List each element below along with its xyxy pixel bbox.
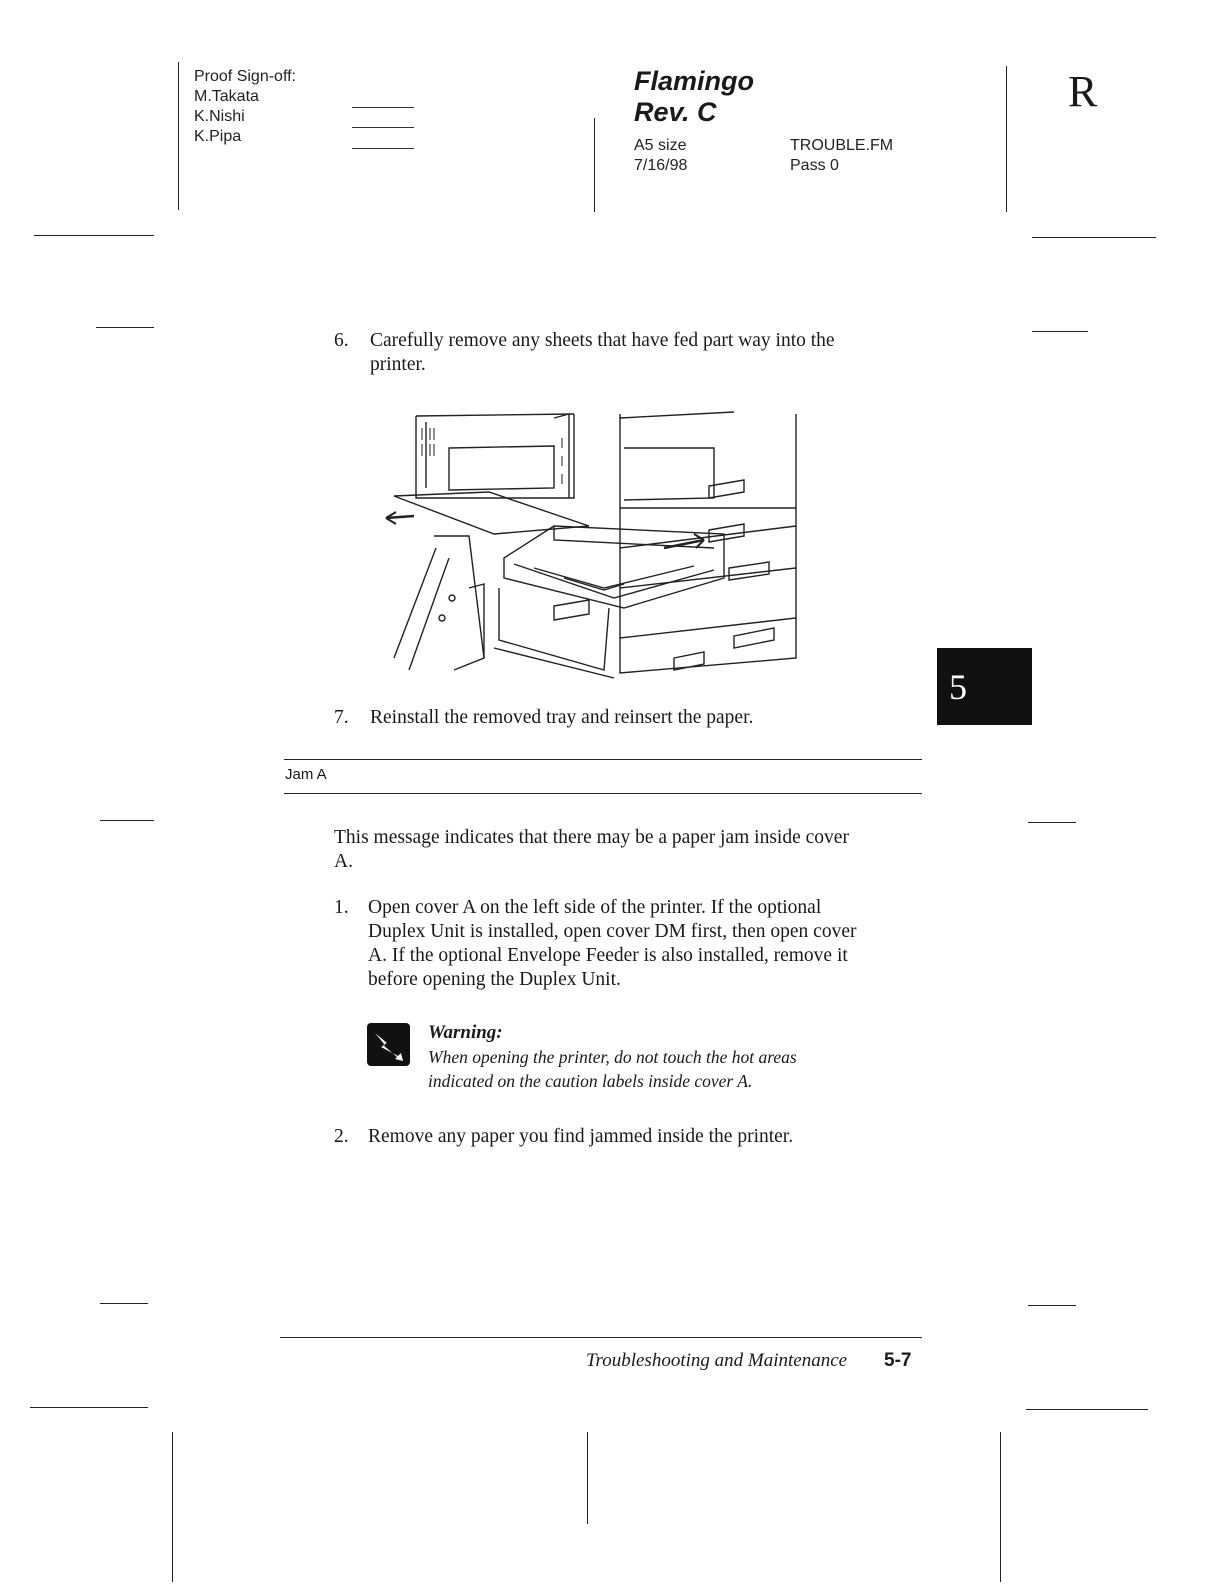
crop-mark-left-4 <box>100 1303 148 1304</box>
footer-title: Troubleshooting and Maintenance <box>586 1350 848 1371</box>
crop-mark-right-5 <box>1026 1409 1148 1410</box>
section-rule-bottom <box>284 793 922 794</box>
title-revision: Rev. C <box>634 97 717 127</box>
step-1-line-4: before opening the Duplex Unit. <box>368 969 621 990</box>
section-rule-top <box>284 759 922 760</box>
footer-rule <box>280 1337 922 1338</box>
step-1-line-1: Open cover A on the left side of the printer. If the optional <box>368 897 822 918</box>
step-1 <box>334 896 934 992</box>
signature-line-1 <box>352 107 414 108</box>
step-1-number: 1. <box>334 897 349 918</box>
printer-illustration <box>374 408 834 680</box>
step-6 <box>334 329 934 377</box>
crop-mark-top-center-vertical <box>594 118 595 212</box>
intro-line-2: A. <box>334 851 353 872</box>
step-2 <box>334 1125 934 1149</box>
meta-date: 7/16/98 <box>634 157 688 174</box>
proof-name-3: K.Pipa <box>194 128 242 145</box>
crop-mark-right-1 <box>1032 237 1156 238</box>
crop-mark-right-4 <box>1028 1305 1076 1306</box>
crop-mark-bottom-left-vertical <box>172 1432 173 1582</box>
proof-name-1: M.Takata <box>194 88 259 105</box>
step-1-line-2: Duplex Unit is installed, open cover DM first, then open cover <box>368 921 857 942</box>
meta-right <box>790 136 893 176</box>
meta-left <box>634 136 687 176</box>
crop-mark-left-2 <box>96 327 154 328</box>
intro-paragraph <box>334 826 934 874</box>
crop-mark-top-left-vertical <box>178 62 179 210</box>
proof-signoff <box>194 67 296 147</box>
step-7-text: Reinstall the removed tray and reinsert the paper. <box>370 707 754 728</box>
step-6-text-line-2: printer. <box>370 354 426 375</box>
crop-mark-right-3 <box>1028 822 1076 823</box>
warning-block <box>428 1021 797 1093</box>
warning-title: Warning: <box>428 1022 503 1043</box>
step-2-number: 2. <box>334 1126 349 1147</box>
crop-mark-bottom-right-vertical <box>1000 1432 1001 1582</box>
corner-mark: R <box>1068 67 1098 116</box>
crop-mark-left-1 <box>34 235 154 236</box>
crop-mark-bottom-center-vertical <box>587 1432 588 1524</box>
step-2-text: Remove any paper you find jammed inside the printer. <box>368 1126 794 1147</box>
proof-name-2: K.Nishi <box>194 108 245 125</box>
crop-mark-right-2 <box>1032 331 1088 332</box>
proof-heading: Proof Sign-off: <box>194 68 296 85</box>
step-6-number: 6. <box>334 330 349 351</box>
crop-mark-top-right-vertical <box>1006 66 1007 212</box>
warning-line-1: When opening the printer, do not touch the hot areas <box>428 1047 797 1067</box>
meta-size: A5 size <box>634 137 687 154</box>
crop-mark-left-5 <box>30 1407 148 1408</box>
title-product: Flamingo <box>634 66 754 96</box>
step-1-line-3: A. If the optional Envelope Feeder is also installed, remove it <box>368 945 848 966</box>
step-6-text-line-1: Carefully remove any sheets that have fed part way into the <box>370 330 835 351</box>
signature-line-3 <box>352 148 414 149</box>
meta-file: TROUBLE.FM <box>790 137 894 154</box>
meta-pass: Pass 0 <box>790 157 839 174</box>
chapter-tab: 5 <box>937 648 1032 725</box>
intro-line-1: This message indicates that there may be a paper jam inside cover <box>334 827 849 848</box>
crop-mark-left-3 <box>100 820 154 821</box>
section-heading: Jam A <box>285 766 327 783</box>
warning-line-2: indicated on the caution labels inside cover A. <box>428 1071 753 1091</box>
footer-page-number: 5-7 <box>884 1350 912 1371</box>
document-title <box>634 66 754 128</box>
warning-lightning-icon <box>367 1023 410 1066</box>
step-7 <box>334 706 934 730</box>
signature-line-2 <box>352 127 414 128</box>
step-7-number: 7. <box>334 707 349 728</box>
